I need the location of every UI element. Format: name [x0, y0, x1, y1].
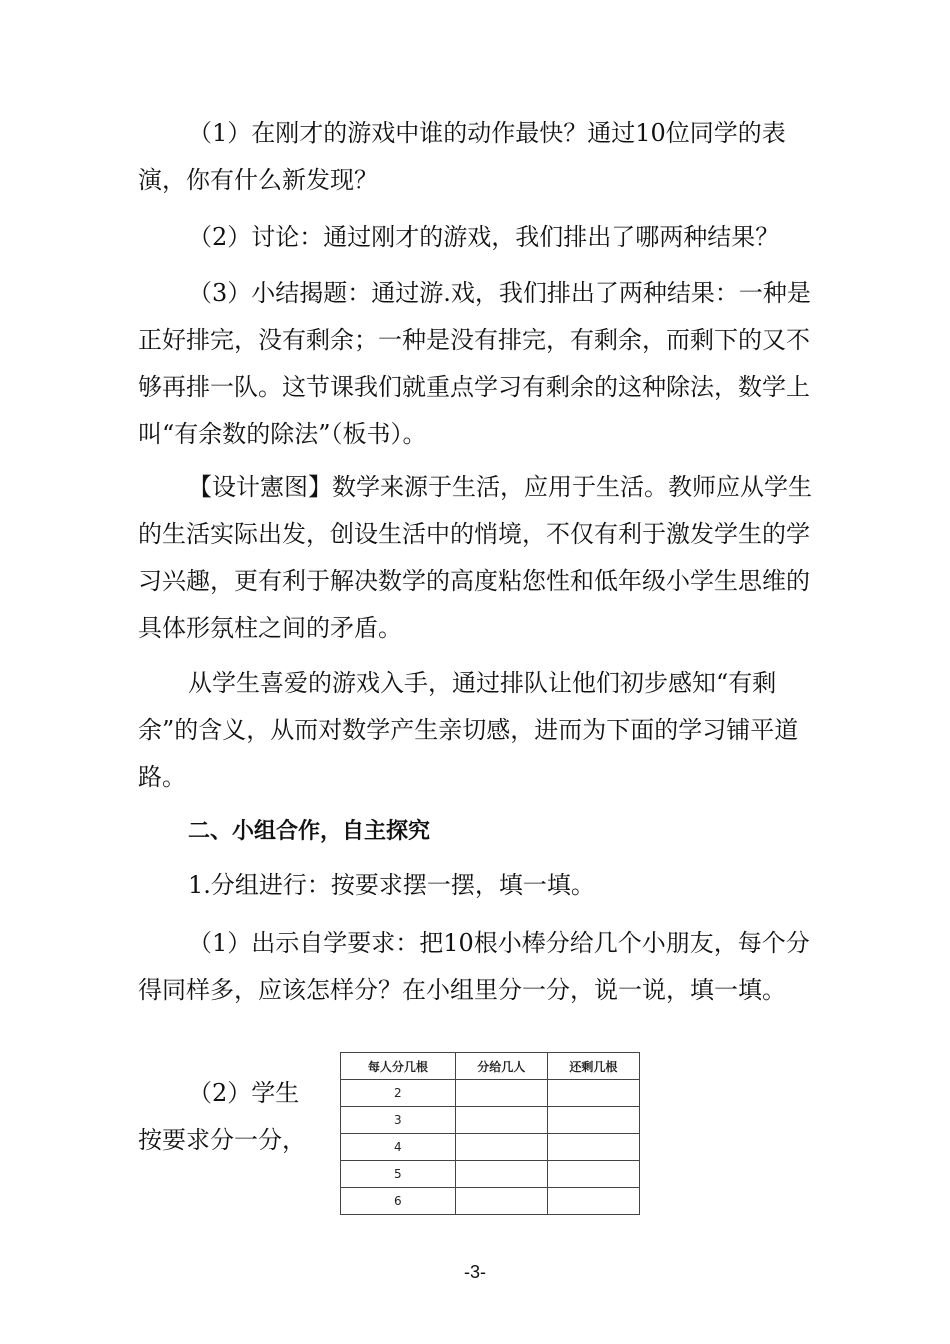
fill-in-table [340, 1052, 640, 1215]
table-header: 每人分几根 [341, 1053, 456, 1080]
table-row [341, 1080, 640, 1107]
table-cell [547, 1080, 639, 1107]
table-cell [455, 1080, 547, 1107]
table-cell [547, 1107, 639, 1134]
paragraph-design-intent: 【设计憲图】数学来源于生活，应用于生活。教师应从学生的生活实际出发，创设生活中的悄境，不仅有利于激发学生的学习兴趣，更有利于解决数学的高度粘您性和低年级小学生思维的具体形氛柱之间的矛盾。 [138, 473, 812, 642]
table-cell: 4 [341, 1134, 456, 1161]
table-cell: 6 [341, 1188, 456, 1215]
paragraph-game-intro: 从学生喜爱的游戏入手，通过排队让他们初步感知“有剩余”的含义，从而对数学产生亲切感，进而为下面的学习铺平道路。 [138, 669, 799, 791]
table-header: 还剩几根 [547, 1053, 639, 1080]
table-cell [547, 1134, 639, 1161]
paragraph-question-1: （1）在刚才的游戏中谁的动作最快？通过10位同学的表演，你有什么新发现？ [138, 119, 786, 194]
table-cell [547, 1161, 639, 1188]
table-row [341, 1188, 640, 1215]
table-cell [455, 1188, 547, 1215]
paragraph-group-task: 1.分组进行：按要求摆一摆，填一填。 [188, 871, 595, 899]
table-cell: 2 [341, 1080, 456, 1107]
table-cell: 5 [341, 1161, 456, 1188]
table-cell [547, 1188, 639, 1215]
section-heading: 二、小组合作，自主探究 [188, 819, 431, 844]
paragraph-question-2: （2）讨论：通过刚才的游戏，我们排出了哪两种结果？ [188, 223, 780, 251]
side-text-line-2: 按要求分一分， [138, 1126, 306, 1154]
table-cell [455, 1107, 547, 1134]
side-text-line-1: （2）学生 [188, 1079, 300, 1107]
table-cell [455, 1134, 547, 1161]
table-row [341, 1161, 640, 1188]
table-cell [455, 1161, 547, 1188]
table-row [341, 1107, 640, 1134]
page-number: -3- [464, 1262, 486, 1282]
table-row [341, 1134, 640, 1161]
paragraph-summary: （3）小结揭题：通过游.戏，我们排出了两种结果：一种是正好排完，没有剩余；一种是没有排完，有剩余，而剩下的又不够再排一队。这节课我们就重点学习有剩余的这种除法，数学上叫“有余数的除法”（板书）。 [138, 279, 811, 448]
table-header-row [341, 1053, 640, 1080]
paragraph-self-study: （1）出示自学要求：把10根小棒分给几个小朋友，每个分得同样多，应该怎样分？在小组里分一分，说一说，填一填。 [138, 929, 810, 1004]
table-header: 分给几人 [455, 1053, 547, 1080]
table-cell: 3 [341, 1107, 456, 1134]
